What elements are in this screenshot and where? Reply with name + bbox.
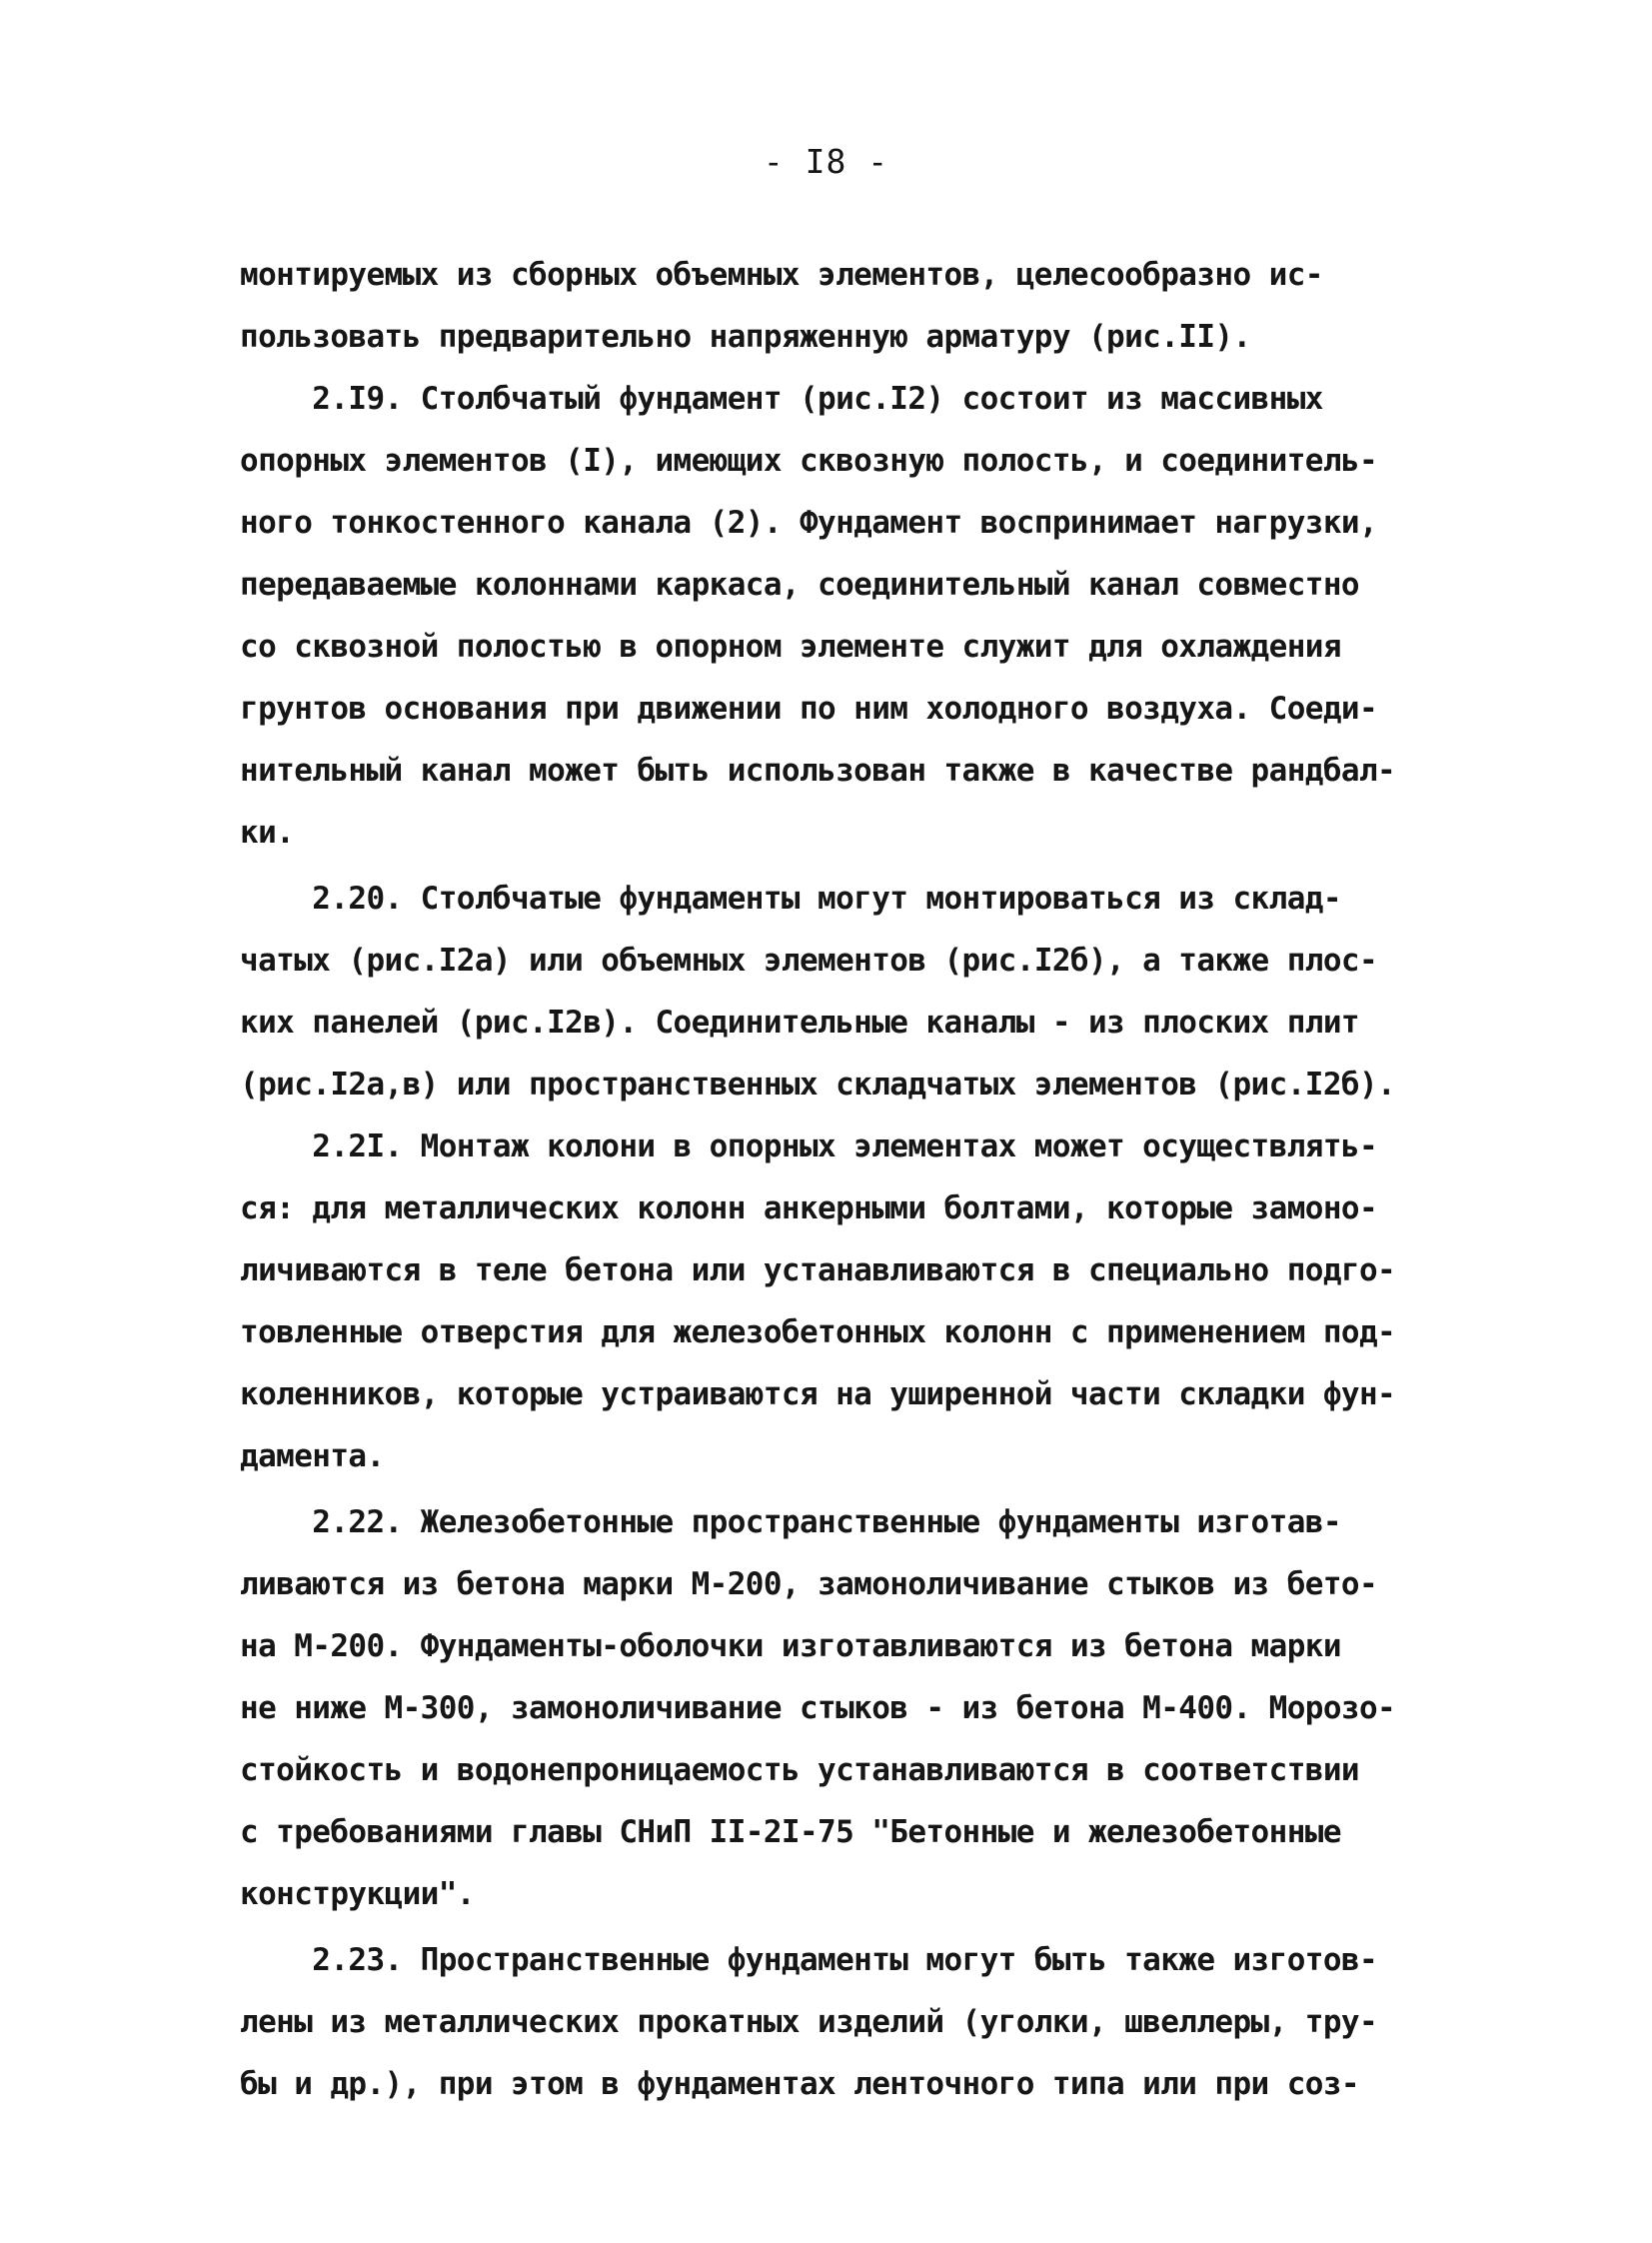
text-line: ких панелей (рис.I2в). Соединительные каналы - из плоских плит <box>240 1005 1359 1041</box>
text-line: ливаются из бетона марки М-200, замоноличивание стыков из бето- <box>240 1566 1378 1602</box>
text-line: грунтов основания при движении по ним холодного воздуха. Соеди- <box>240 691 1378 727</box>
text-line: на М-200. Фундаменты-оболочки изготавливаются из бетона марки <box>240 1628 1341 1664</box>
text-line: нительный канал может быть использован также в качестве рандбал- <box>240 753 1396 789</box>
paragraph-2-21-first-line: 2.2I. Монтаж колони в опорных элементах может осуществлять- <box>240 1128 1378 1164</box>
text-line: чатых (рис.I2а) или объемных элементов (рис.I2б), а также плос- <box>240 943 1378 979</box>
text-line: с требованиями главы СНиП II-2I-75 "Бетонные и железобетонные <box>240 1814 1341 1850</box>
text-line: личиваются в теле бетона или устанавливаются в специально подго- <box>240 1252 1396 1288</box>
text-line: опорных элементов (I), имеющих сквозную полость, и соединитель- <box>240 443 1378 479</box>
text-line: дамента. <box>240 1438 385 1474</box>
text-line: монтируемых из сборных объемных элементов, целесообразно ис- <box>240 257 1323 293</box>
text-line: пользовать предварительно напряженную арматуру (рис.II). <box>240 319 1251 355</box>
text-line: конструкции". <box>240 1876 475 1912</box>
paragraph-2-20-first-line: 2.20. Столбчатые фундаменты могут монтироваться из склад- <box>240 881 1341 917</box>
text-line: ки. <box>240 815 295 851</box>
paragraph-2-22-first-line: 2.22. Железобетонные пространственные фундаменты изготав- <box>240 1504 1341 1540</box>
text-line: передаваемые колоннами каркаса, соединительный канал совместно <box>240 567 1359 603</box>
text-line: лены из металлических прокатных изделий (уголки, швеллеры, тру- <box>240 2004 1378 2040</box>
text-line: ся: для металлических колонн анкерными болтами, которые замоно- <box>240 1190 1378 1226</box>
text-line: стойкость и водонепроницаемость устанавливаются в соответствии <box>240 1752 1359 1788</box>
text-line: не ниже М-300, замоноличивание стыков - из бетона М-400. Морозо- <box>240 1690 1396 1726</box>
paragraph-2-19-first-line: 2.I9. Столбчатый фундамент (рис.I2) состоит из массивных <box>240 381 1323 417</box>
text-line: бы и др.), при этом в фундаментах ленточного типа или при соз- <box>240 2066 1359 2102</box>
text-line: ного тонкостенного канала (2). Фундамент воспринимает нагрузки, <box>240 505 1378 541</box>
text-line: коленников, которые устраиваются на уширенной части складки фун- <box>240 1376 1396 1412</box>
body-text <box>240 244 1419 2115</box>
text-line: товленные отверстия для железобетонных колонн с применением под- <box>240 1314 1396 1350</box>
text-line: (рис.I2а,в) или пространственных складчатых элементов (рис.I2б). <box>240 1067 1396 1103</box>
text-line: со сквозной полостью в опорном элементе служит для охлаждения <box>240 629 1341 665</box>
page-number: - I8 - <box>763 142 889 181</box>
paragraph-2-23-first-line: 2.23. Пространственные фундаменты могут быть также изготов- <box>240 1942 1378 1978</box>
